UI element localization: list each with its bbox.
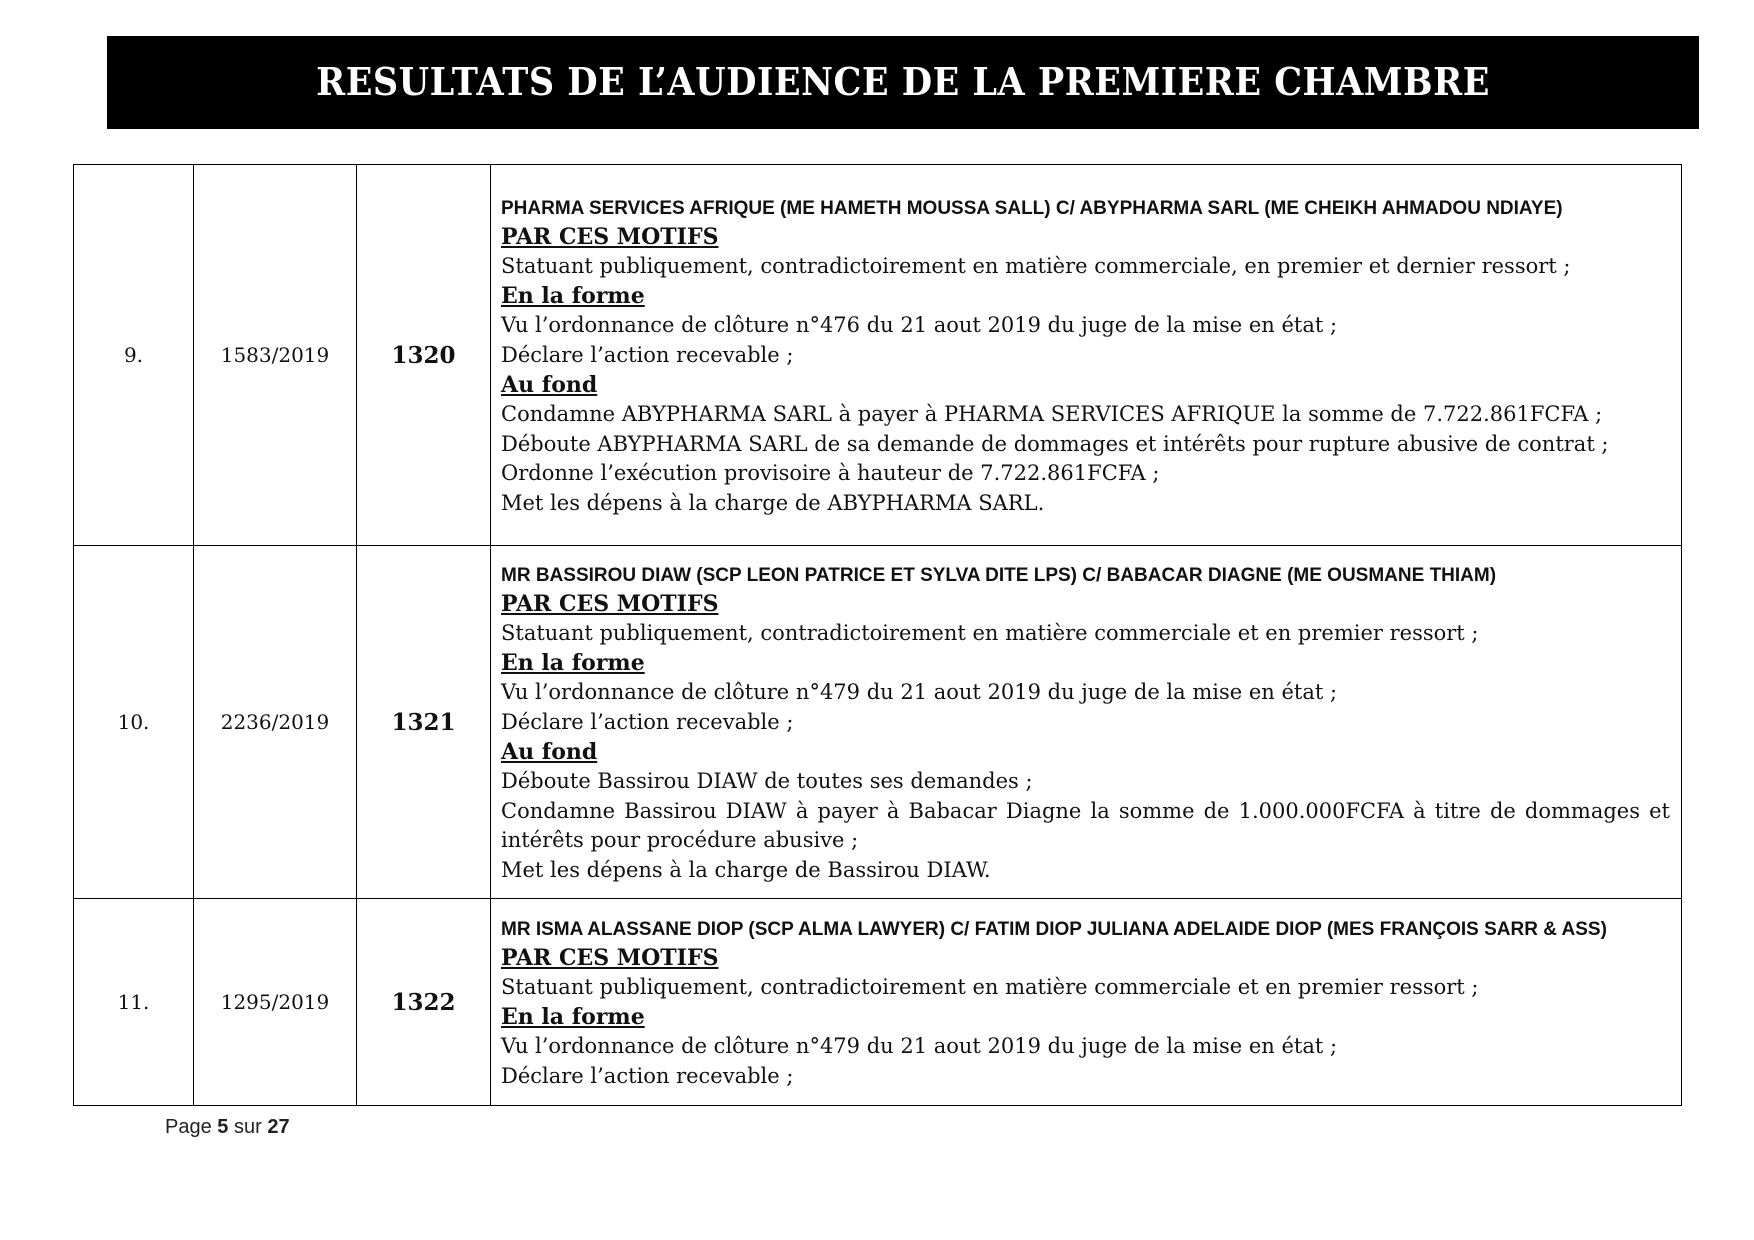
table-row <box>74 546 1682 899</box>
forme-heading: En la forme <box>501 1004 645 1031</box>
page-title: RESULTATS DE L’AUDIENCE DE LA PREMIERE CHAMBRE <box>316 59 1490 106</box>
page-sep: sur <box>233 1116 262 1138</box>
fond-heading: Au fond <box>501 372 598 399</box>
case-decision <box>491 899 1682 1106</box>
case-rg-number: 1583/2019 <box>194 165 357 546</box>
case-number: 9. <box>74 165 194 546</box>
page-current: 5 <box>217 1116 229 1138</box>
case-decision <box>491 546 1682 899</box>
case-decision <box>491 165 1682 546</box>
header-banner <box>107 36 1699 129</box>
judgment-number: 1322 <box>357 899 491 1106</box>
case-number: 11. <box>74 899 194 1106</box>
results-table <box>73 164 1682 1106</box>
case-number: 10. <box>74 546 194 899</box>
forme-line: Déclare l’action recevable ; <box>501 342 794 367</box>
motifs-text: Statuant publiquement, contradictoirement en matière commerciale, en premier et dernier ressort ; <box>501 253 1571 278</box>
fond-line: Ordonne l’exécution provisoire à hauteur de 7.722.861FCFA ; <box>501 461 1160 486</box>
fond-line: Met les dépens à la charge de ABYPHARMA SARL. <box>501 490 1045 515</box>
page-total: 27 <box>267 1116 290 1138</box>
fond-line: Condamne ABYPHARMA SARL à payer à PHARMA SERVICES AFRIQUE la somme de 7.722.861FCFA ; <box>501 402 1603 427</box>
page-label: Page <box>165 1116 212 1138</box>
forme-line: Déclare l’action recevable ; <box>501 709 794 734</box>
case-parties: MR ISMA ALASSANE DIOP (SCP ALMA LAWYER) C/ FATIM DIOP JULIANA ADELAIDE DIOP (MES FRANÇOIS SARR & ASS) <box>501 918 1607 940</box>
judgment-number: 1321 <box>357 546 491 899</box>
page-indicator <box>165 1116 290 1139</box>
case-rg-number: 1295/2019 <box>194 899 357 1106</box>
case-rg-number: 2236/2019 <box>194 546 357 899</box>
table-row <box>74 165 1682 546</box>
fond-line: Déboute Bassirou DIAW de toutes ses demandes ; <box>501 769 1033 794</box>
motifs-heading: PAR CES MOTIFS <box>501 590 719 617</box>
motifs-text: Statuant publiquement, contradictoirement en matière commerciale et en premier ressort ; <box>501 974 1479 999</box>
fond-line: Déboute ABYPHARMA SARL de sa demande de dommages et intérêts pour rupture abusive de contrat ; <box>501 431 1609 456</box>
forme-heading: En la forme <box>501 650 645 677</box>
forme-heading: En la forme <box>501 283 645 310</box>
judgment-number: 1320 <box>357 165 491 546</box>
fond-line: Condamne Bassirou DIAW à payer à Babacar Diagne la somme de 1.000.000FCFA à titre de dommages et intérêts pour procédure abusive ; <box>501 798 1670 853</box>
fond-heading: Au fond <box>501 739 598 766</box>
case-parties: PHARMA SERVICES AFRIQUE (ME HAMETH MOUSSA SALL) C/ ABYPHARMA SARL (ME CHEIKH AHMADOU NDIAYE) <box>501 197 1563 219</box>
motifs-heading: PAR CES MOTIFS <box>501 223 719 250</box>
table-row <box>74 899 1682 1106</box>
forme-line: Déclare l’action recevable ; <box>501 1063 794 1088</box>
motifs-heading: PAR CES MOTIFS <box>501 944 719 971</box>
motifs-text: Statuant publiquement, contradictoirement en matière commerciale et en premier ressort ; <box>501 620 1479 645</box>
forme-line: Vu l’ordonnance de clôture n°476 du 21 aout 2019 du juge de la mise en état ; <box>501 313 1338 338</box>
forme-line: Vu l’ordonnance de clôture n°479 du 21 aout 2019 du juge de la mise en état ; <box>501 1034 1338 1059</box>
case-parties: MR BASSIROU DIAW (SCP LEON PATRICE ET SYLVA DITE LPS) C/ BABACAR DIAGNE (ME OUSMANE THIAM) <box>501 564 1497 586</box>
forme-line: Vu l’ordonnance de clôture n°479 du 21 aout 2019 du juge de la mise en état ; <box>501 680 1338 705</box>
fond-line: Met les dépens à la charge de Bassirou DIAW. <box>501 857 991 882</box>
